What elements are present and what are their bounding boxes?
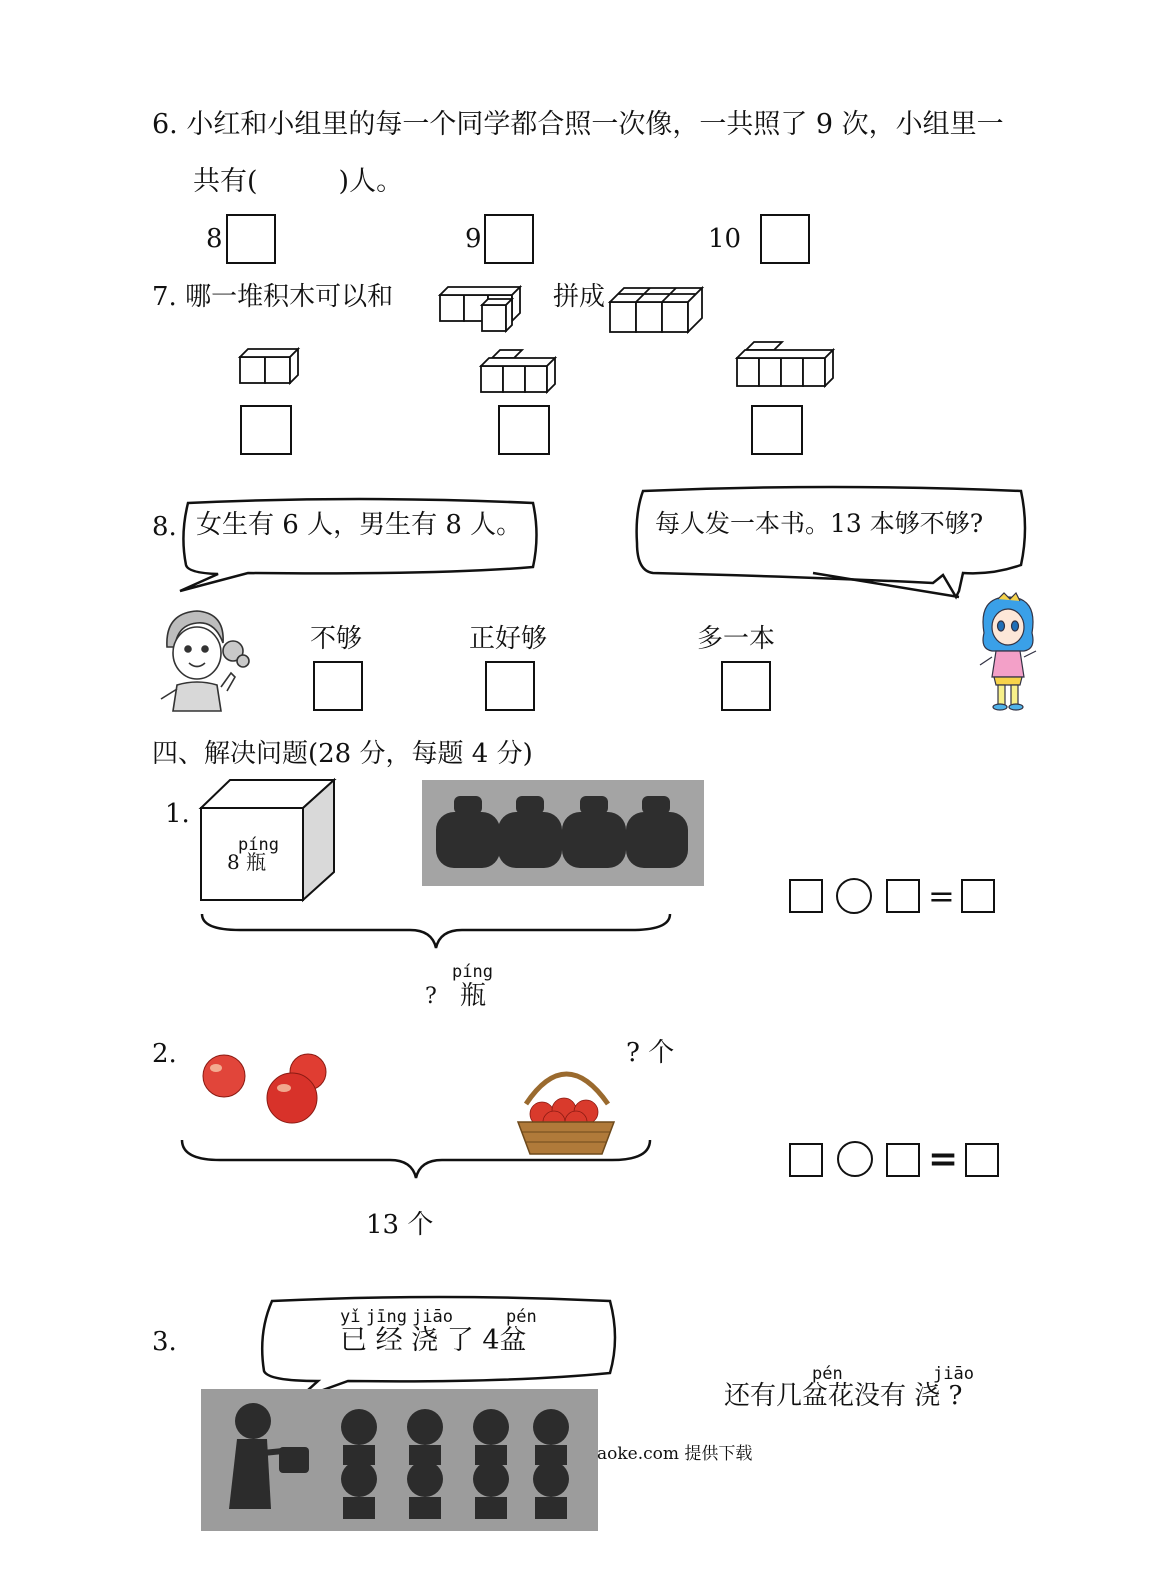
footer-watermark: aoke.com 提供下载 — [597, 1444, 753, 1464]
option-b-blocks-figure — [478, 348, 560, 396]
option-c-blocks-figure — [734, 340, 838, 390]
q6-option-9-label: 9 — [465, 224, 482, 254]
target-blocks-figure — [608, 284, 708, 334]
girl-watering-flowers-image — [201, 1389, 598, 1531]
q7-option-c-checkbox[interactable] — [751, 405, 803, 455]
basket-count-label: ? 个 — [626, 1038, 675, 1068]
p2-equation-operator-circle[interactable] — [837, 1141, 873, 1177]
p1-equation-operator-circle[interactable] — [836, 878, 872, 914]
q7-middle-text: 拼成 — [553, 282, 606, 312]
q6-line1: 6. 小红和小组里的每一个同学都合照一次像，一共照了 9 次，小组里一 — [152, 109, 1004, 140]
q6-line2: 共有( )人。 — [193, 166, 404, 197]
problem-2-number: 2. — [152, 1039, 177, 1069]
right-bubble-text: 每人发一本书。13 本够不够? — [655, 509, 984, 538]
p1-equation-result-box[interactable] — [961, 879, 995, 913]
p2-equation-result-box[interactable] — [965, 1143, 999, 1177]
p2-equation-box-2[interactable] — [886, 1143, 920, 1177]
p1-equals-sign: = — [928, 877, 955, 915]
q8-option-not-enough-checkbox[interactable] — [313, 661, 363, 711]
box-bottle-count: 8 瓶 — [227, 850, 267, 874]
p2-equals-sign: = — [928, 1138, 959, 1180]
q6-option-10-checkbox[interactable] — [760, 214, 810, 264]
p1-total-brace — [200, 912, 672, 952]
p1-total-word: 瓶 — [460, 981, 487, 1011]
q7-option-b-checkbox[interactable] — [498, 405, 550, 455]
q8-option-one-extra-label: 多一本 — [697, 624, 776, 654]
q8-number: 8. — [152, 512, 177, 542]
p2-equation-box-1[interactable] — [789, 1143, 823, 1177]
left-bubble-text: 女生有 6 人，男生有 8 人。 — [196, 510, 523, 540]
q7-prompt: 7. 哪一堆积木可以和 — [152, 282, 394, 312]
q8-option-not-enough-label: 不够 — [310, 624, 363, 654]
q6-option-8-checkbox[interactable] — [226, 214, 276, 264]
p2-total-label: 13 个 — [366, 1210, 434, 1240]
p1-total-question: ? — [425, 984, 437, 1009]
question-pinyin-jiao: jiāo — [933, 1364, 974, 1384]
problem-3-number: 3. — [152, 1327, 177, 1357]
ink-bottles-image — [422, 780, 704, 886]
right-speech-bubble — [633, 483, 1031, 603]
problem-1-number: 1. — [165, 799, 190, 829]
option-a-blocks-figure — [238, 347, 300, 387]
question-pinyin-pen: pén — [812, 1364, 843, 1384]
p2-total-brace — [180, 1138, 654, 1182]
p1-total-pinyin: píng — [452, 962, 493, 982]
p3-pinyin-jing: jīng — [366, 1307, 407, 1327]
box-pinyin: píng — [238, 835, 279, 855]
given-blocks-figure — [438, 285, 528, 335]
girl-bun-icon — [155, 607, 255, 712]
p3-pinyin-jiao: jiāo — [412, 1307, 453, 1327]
q8-option-just-enough-label: 正好够 — [469, 624, 548, 654]
p3-pinyin-pen: pén — [506, 1307, 537, 1327]
p3-pinyin-yi: yǐ — [340, 1307, 361, 1327]
q6-option-8-label: 8 — [206, 224, 223, 254]
q6-option-10-label: 10 — [708, 224, 742, 254]
q6-option-9-checkbox[interactable] — [484, 214, 534, 264]
q8-option-just-enough-checkbox[interactable] — [485, 661, 535, 711]
section-heading: 四、解决问题(28 分，每题 4 分) — [152, 739, 533, 769]
apples-icon — [198, 1050, 334, 1128]
p1-equation-box-1[interactable] — [789, 879, 823, 913]
p1-equation-box-2[interactable] — [886, 879, 920, 913]
q8-option-one-extra-checkbox[interactable] — [721, 661, 771, 711]
p3-bubble-text: 已 经 浇 了 4盆 — [340, 1325, 527, 1356]
p3-question: 还有几盆花没有 浇 ? — [724, 1381, 963, 1411]
blue-hair-girl-icon — [974, 593, 1042, 711]
q7-option-a-checkbox[interactable] — [240, 405, 292, 455]
